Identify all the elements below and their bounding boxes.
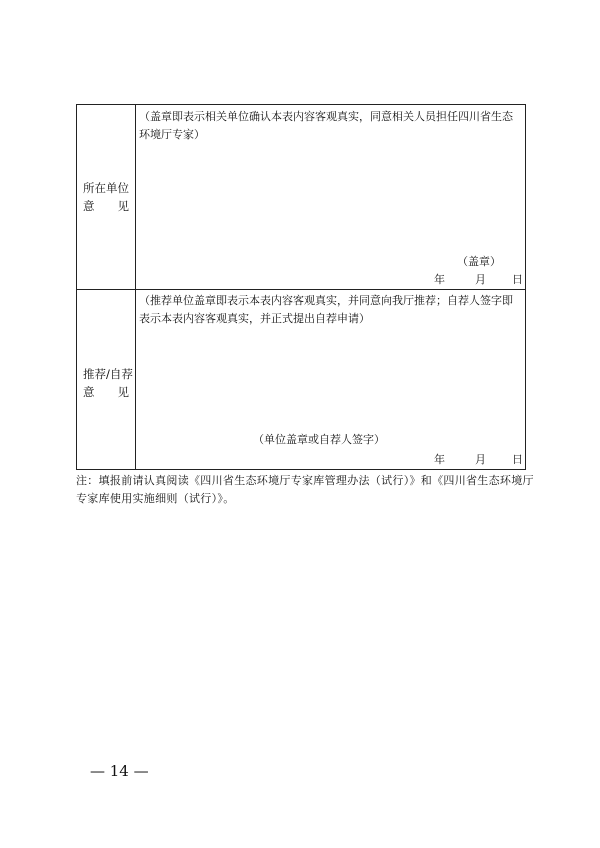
unit-seal-label: （盖章） bbox=[457, 255, 501, 268]
recommend-opinion-note: （推荐单位盖章即表示本表内容客观真实，并同意向我厅推荐；自荐人签字即表示本表内容客观真实，并正式提出自荐申请） bbox=[139, 294, 513, 325]
footnote: 注：填报前请认真阅读《四川省生态环境厅专家库管理办法（试行）》和《四川省生态环境厅专家库使用实施细则（试行）》。 bbox=[76, 474, 534, 505]
unit-date-day: 日 bbox=[512, 273, 523, 286]
recommend-seal-label: （单位盖章或自荐人签字） bbox=[253, 433, 385, 446]
page-number: — 14 — bbox=[90, 762, 149, 780]
unit-date-line bbox=[434, 271, 523, 287]
unit-opinion-content bbox=[135, 105, 525, 289]
recommend-date-year: 年 bbox=[434, 453, 445, 466]
opinion-form-table bbox=[76, 104, 526, 470]
recommend-opinion-label-cell bbox=[77, 289, 136, 469]
recommend-date-day: 日 bbox=[512, 453, 523, 466]
recommend-opinion-label bbox=[83, 365, 133, 401]
unit-opinion-label bbox=[83, 179, 129, 215]
unit-opinion-row bbox=[77, 105, 525, 290]
unit-opinion-label-line1: 所在单位 bbox=[83, 181, 129, 195]
recommend-opinion-row bbox=[77, 289, 525, 469]
unit-opinion-note: （盖章即表示相关单位确认本表内容客观真实，同意相关人员担任四川省生态环境厅专家） bbox=[139, 110, 513, 141]
recommend-date-month: 月 bbox=[475, 453, 486, 466]
recommend-opinion-label-line1: 推荐/自荐 bbox=[83, 367, 133, 381]
unit-date-year: 年 bbox=[434, 273, 445, 286]
recommend-date-line bbox=[434, 451, 523, 467]
recommend-opinion-label-line2: 意 见 bbox=[83, 385, 129, 399]
unit-opinion-label-cell bbox=[77, 105, 136, 289]
unit-opinion-label-line2: 意 见 bbox=[83, 199, 129, 213]
unit-date-month: 月 bbox=[475, 273, 486, 286]
recommend-opinion-content bbox=[135, 289, 525, 469]
